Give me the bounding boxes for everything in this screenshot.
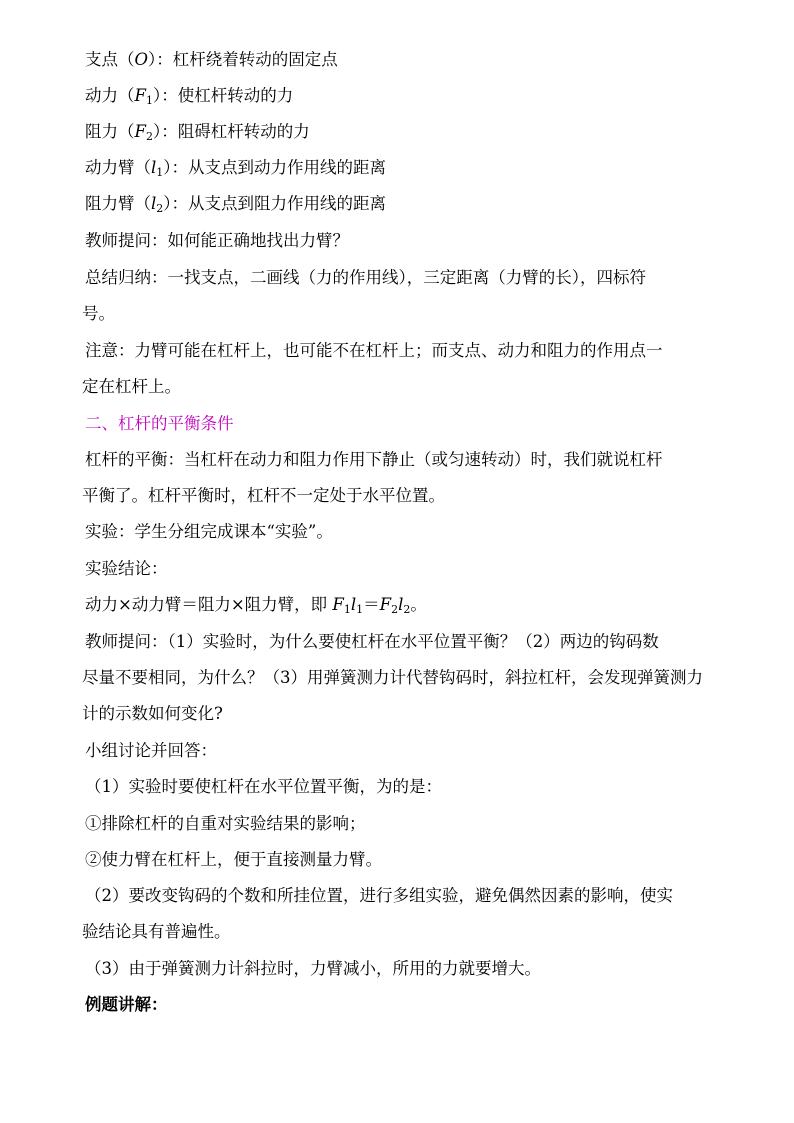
teacher-question-2-line-1: 教师提问：（1）实验时，为什么要使杠杆在水平位置平衡？（2）两边的钩码数 (85, 632, 659, 651)
formula-text: 动力×动力臂＝阻力×阻力臂，即 (85, 595, 333, 614)
subscript: 2 (156, 202, 164, 215)
variable: F (134, 86, 146, 105)
answer-1-b: ②使力臂在杠杆上，便于直接测量力臂。 (85, 850, 382, 869)
variable: F (332, 595, 344, 614)
subscript: 2 (145, 130, 153, 143)
definition-label: 动力（ (85, 86, 135, 105)
group-discussion: 小组讨论并回答： (85, 741, 217, 760)
answer-3: （3）由于弹簧测力计斜拉时，力臂减小，所用的力就要增大。 (85, 959, 541, 978)
section-heading: 二、杠杆的平衡条件 (85, 414, 234, 433)
variable: l (151, 158, 157, 177)
variable: O (134, 50, 149, 69)
answer-2-line-1: （2）要改变钩码的个数和所挂位置，进行多组实验，避免偶然因素的影响，使实 (85, 886, 673, 905)
definition-resistance (85, 120, 749, 144)
subscript: 2 (391, 603, 399, 616)
definition-fulcrum (85, 48, 749, 72)
subscript: 1 (145, 94, 153, 107)
note-line-1: 注意：力臂可能在杠杆上，也可能不在杠杆上；而支点、动力和阻力的作用点一 (85, 341, 663, 360)
definition-resistance-arm (85, 192, 749, 216)
variable: l (398, 595, 404, 614)
summary-line-1: 总结归纳：一找支点，二画线（力的作用线），三定距离（力臂的长），四标符 (85, 268, 646, 287)
answer-2-line-2: 验结论具有普遍性。 (82, 922, 231, 941)
teacher-question-2-line-2: 尽量不要相同，为什么？（3）用弹簧测力计代替钩码时，斜拉杠杆，会发现弹簧测力 (82, 668, 703, 687)
answer-1-a: ①排除杠杆的自重对实验结果的影响； (85, 814, 366, 833)
subscript: 1 (356, 603, 364, 616)
example-heading: 例题讲解： (85, 995, 168, 1014)
definition-label: 动力臂（ (85, 158, 151, 177)
definition-effort-arm (85, 156, 749, 180)
balance-line-2: 平衡了。杠杆平衡时，杠杆不一定处于水平位置。 (82, 486, 445, 505)
equals-sign: ＝ (363, 595, 380, 614)
balance-line-1: 杠杆的平衡：当杠杆在动力和阻力作用下静止（或匀速转动）时，我们就说杠杆 (85, 450, 663, 469)
teacher-question-2-line-3: 计的示数如何变化? (82, 704, 223, 723)
subscript: 1 (156, 166, 164, 179)
definition-label: 支点（ (85, 50, 135, 69)
subscript: 2 (403, 603, 411, 616)
definition-text: ）：杠杆绕着转动的固定点 (148, 50, 338, 69)
definition-effort (85, 84, 749, 108)
formula-line (85, 593, 749, 617)
definition-text: ）：从支点到动力作用线的距离 (163, 158, 387, 177)
note-line-2: 定在杠杆上。 (82, 377, 181, 396)
subscript: 1 (343, 603, 351, 616)
definition-text: ）：使杠杆转动的力 (152, 86, 294, 105)
definition-text: ）：阻碍杠杆转动的力 (152, 122, 310, 141)
answer-1: （1）实验时要使杠杆在水平位置平衡，为的是： (85, 777, 442, 796)
definition-label: 阻力臂（ (85, 194, 151, 213)
period: 。 (410, 595, 427, 614)
variable: F (134, 122, 146, 141)
variable: l (350, 595, 357, 614)
experiment-line: 实验：学生分组完成课本“实验”。 (85, 522, 333, 541)
variable: F (379, 595, 392, 614)
definition-text: ）：从支点到阻力作用线的距离 (163, 194, 387, 213)
variable: l (151, 194, 157, 213)
teacher-question-arm: 教师提问：如何能正确地找出力臂？ (85, 231, 349, 250)
definition-label: 阻力（ (85, 122, 135, 141)
conclusion-label: 实验结论： (85, 559, 168, 578)
summary-line-2: 号。 (82, 304, 115, 323)
